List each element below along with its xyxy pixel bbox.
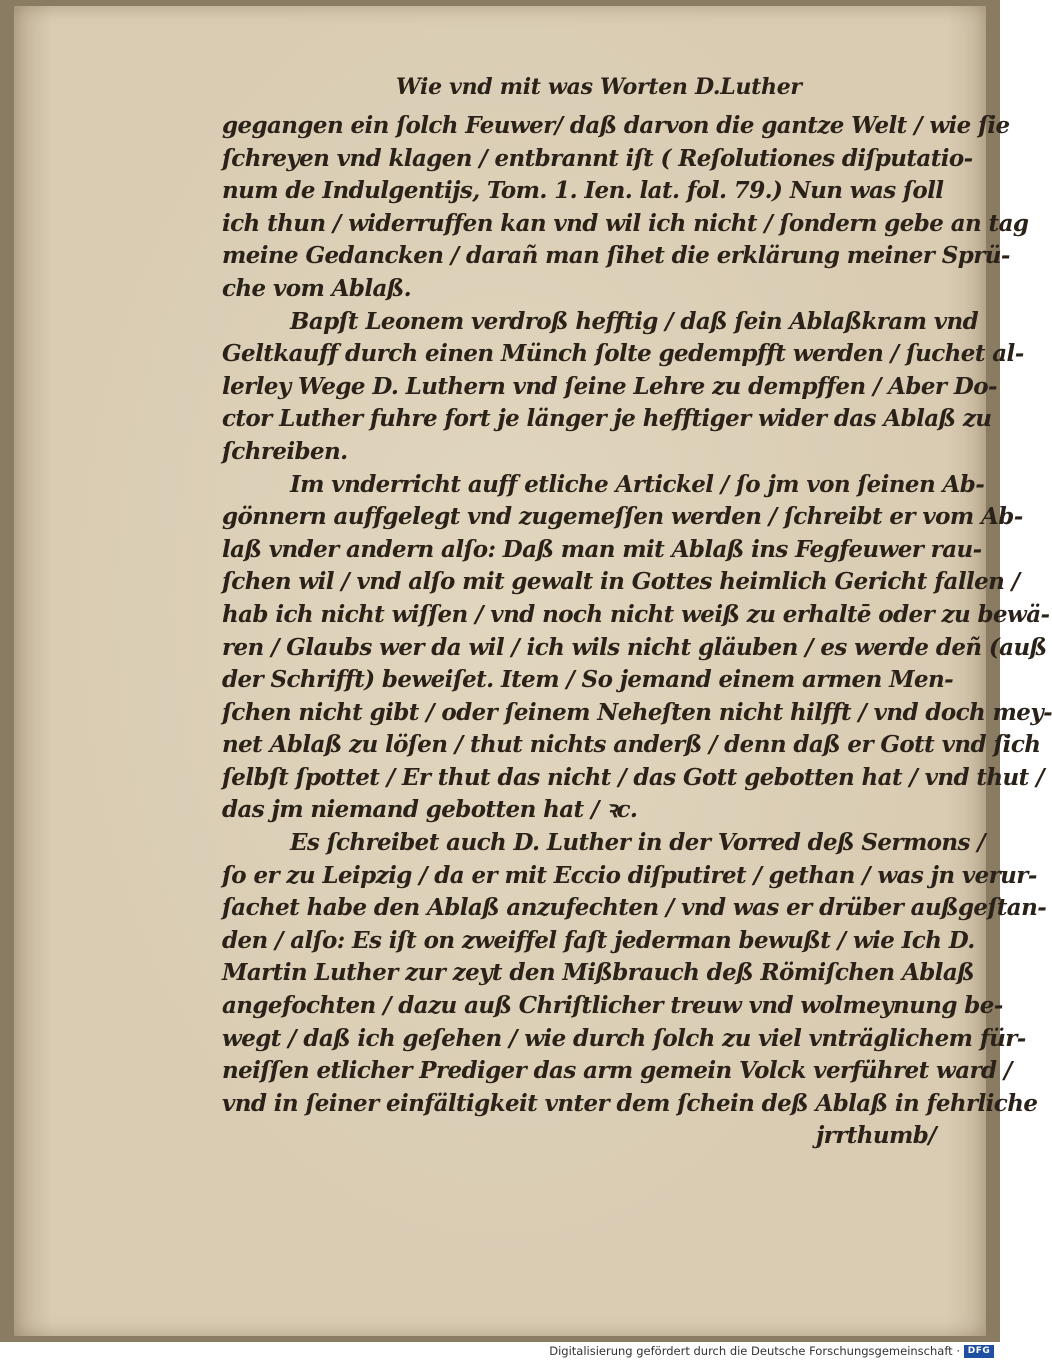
text-line: ich thun / widerruffen kan vnd wil ich nicht / ſondern gebe an tag: [222, 209, 1029, 237]
running-head: Wie vnd mit was Worten D.Luther: [396, 74, 802, 100]
dfg-logo: DFG: [964, 1345, 994, 1358]
catchword: jrrthumb/: [815, 1122, 936, 1150]
text-line: gegangen ein ſolch Feuwer/ daß darvon die gantze Welt / wie ſie: [222, 112, 1010, 139]
text-line: ſelbſt ſpottet / Er thut das nicht / das Gott gebotten hat / vnd thut /: [222, 763, 1044, 791]
text-line: Martin Luther zur zeyt den Mißbrauch deß Römiſchen Ablaß: [222, 959, 974, 987]
text-line: neiſſen etlicher Prediger das arm gemein Volck verführet ward /: [222, 1057, 1012, 1085]
text-line: gönnern auffgelegt vnd zugemeſſen werden / ſchreibt er vom Ab-: [222, 503, 1023, 531]
text-line: ſchen wil / vnd alſo mit gewalt in Gottes heimlich Gericht fallen /: [222, 568, 1020, 596]
text-line: der Schrifft) beweiſet. Item / So jemand einem armen Men-: [222, 666, 954, 694]
text-line: vnd in ſeiner einfältigkeit vnter dem ſchein deß Ablaß in fehrliche: [222, 1089, 1038, 1117]
text-line: Es ſchreibet auch D. Luther in der Vorred deß Sermons /: [290, 829, 986, 857]
text-line: ren / Glaubs wer da wil / ich wils nicht gläuben / es werde deñ (auß: [222, 633, 1047, 661]
text-line: ſchreyen vnd klagen / entbrannt iſt ( Reſolutiones diſputatio-: [222, 144, 973, 172]
text-line: hab ich nicht wiſſen / vnd noch nicht weiß zu erhaltē oder zu bewä-: [222, 600, 1050, 628]
text-line: che vom Ablaß.: [222, 274, 412, 302]
text-line: meine Gedancken / darañ man ſihet die erklärung meiner Sprü-: [222, 242, 1010, 270]
footer-credit: Digitalisierung gefördert durch die Deutsche Forschungsgemeinschaft ·: [549, 1344, 960, 1358]
text-line: lerley Wege D. Luthern vnd ſeine Lehre zu dempffen / Aber Do-: [222, 372, 997, 400]
text-line: das jm niemand gebotten hat / ꝛc.: [222, 796, 638, 824]
text-line: angefochten / dazu auß Chriſtlicher treuw vnd wolmeynung be-: [222, 992, 1003, 1020]
text-line: ſchen nicht gibt / oder ſeinem Neheſten nicht hilfft / vnd doch mey-: [222, 698, 1052, 726]
text-line: laß vnder andern alſo: Daß man mit Ablaß ins Fegfeuwer rau-: [222, 535, 982, 563]
text-line: Bapſt Leonem verdroß hefftig / daß ſein Ablaßkram vnd: [290, 307, 979, 335]
footer-bar: [0, 1342, 1000, 1362]
text-line: ſo er zu Leipzig / da er mit Eccio diſputiret / gethan / was jn verur-: [222, 861, 1037, 889]
text-line: ſachet habe den Ablaß anzufechten / vnd was er drüber außgeſtan-: [222, 894, 1047, 922]
text-line: wegt / daß ich geſehen / wie durch ſolch zu viel vnträglichem für-: [222, 1024, 1026, 1052]
text-line: ctor Luther fuhre fort je länger je hefftiger wider das Ablaß zu: [222, 405, 992, 433]
text-line: ſchreiben.: [222, 437, 348, 465]
text-line: net Ablaß zu löſen / thut nichts anderß / denn daß er Gott vnd ſich: [222, 731, 1041, 759]
body-text: [222, 110, 1052, 1153]
text-line: Geltkauff durch einen Münch ſolte gedempfft werden / ſuchet al-: [222, 340, 1024, 368]
text-line: Im vnderricht auff etliche Artickel / ſo jm von ſeinen Ab-: [290, 470, 985, 498]
text-line: num de Indulgentijs, Tom. 1. Ien. lat. fol. 79.) Nun was ſoll: [222, 177, 944, 205]
text-line: den / alſo: Es iſt on zweiffel faſt jederman bewußt / wie Ich D.: [222, 926, 975, 954]
